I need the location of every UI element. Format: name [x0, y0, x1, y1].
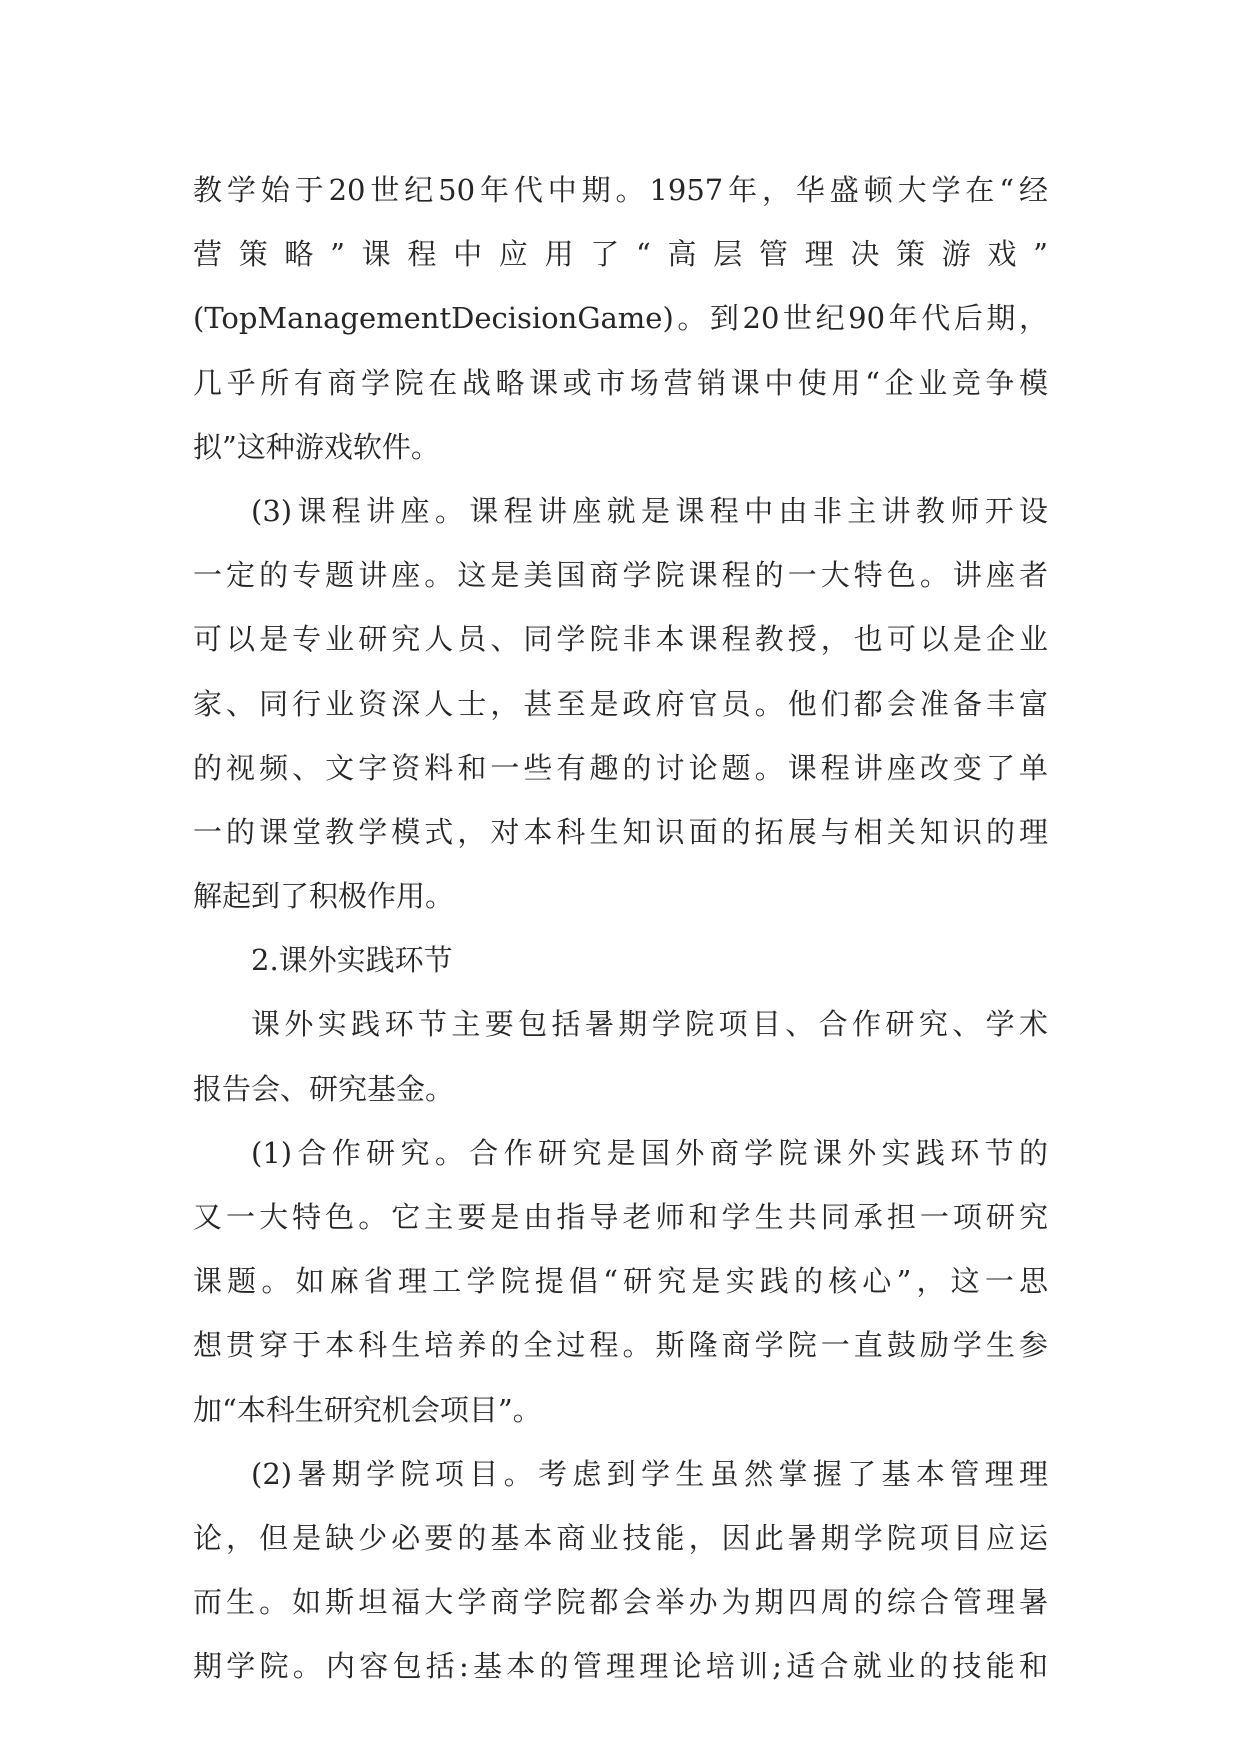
- text-line-18: 课题。如麻省理工学院提倡“研究是实践的核心”，这一思: [193, 1264, 1048, 1299]
- text-line-24: 期学院。内容包括:基本的管理理论培训;适合就业的技能和: [193, 1649, 1048, 1684]
- text-line-6: (3)课程讲座。课程讲座就是课程中由非主讲教师开设: [251, 493, 1048, 528]
- text-line-10: 的视频、文字资料和一些有趣的讨论题。课程讲座改变了单: [193, 750, 1048, 785]
- text-line-2: 营策略”课程中应用了“高层管理决策游戏”: [193, 237, 1048, 272]
- text-line-19: 想贯穿于本科生培养的全过程。斯隆商学院一直鼓励学生参: [193, 1328, 1048, 1363]
- text-line-22: 论，但是缺少必要的基本商业技能，因此暑期学院项目应运: [193, 1520, 1048, 1555]
- text-line-20: 加“本科生研究机会项目”。: [193, 1392, 542, 1427]
- section-heading: 2.课外实践环节: [251, 943, 453, 978]
- text-line-12: 解起到了积极作用。: [193, 879, 455, 914]
- text-line-17: 又一大特色。它主要是由指导老师和学生共同承担一项研究: [193, 1200, 1048, 1234]
- text-line-14: 课外实践环节主要包括暑期学院项目、合作研究、学术: [251, 1007, 1048, 1042]
- text-line-21: (2)暑期学院项目。考虑到学生虽然掌握了基本管理理: [251, 1456, 1048, 1491]
- text-line-5: 拟”这种游戏软件。: [193, 429, 440, 464]
- text-line-4: 几乎所有商学院在战略课或市场营销课中使用“企业竞争模: [193, 365, 1048, 400]
- text-line-23: 而生。如斯坦福大学商学院都会举办为期四周的综合管理暑: [193, 1585, 1048, 1620]
- text-line-9: 家、同行业资深人士，甚至是政府官员。他们都会准备丰富: [193, 686, 1048, 721]
- text-line-7: 一定的专题讲座。这是美国商学院课程的一大特色。讲座者: [193, 558, 1048, 593]
- text-line-16: (1)合作研究。合作研究是国外商学院课外实践环节的: [251, 1135, 1048, 1170]
- text-line-1: 教学始于20世纪50年代中期。1957年，华盛顿大学在“经: [193, 173, 1048, 207]
- body-text: [193, 158, 1048, 1699]
- text-line-11: 一的课堂教学模式，对本科生知识面的拓展与相关知识的理: [193, 814, 1048, 849]
- text-line-15: 报告会、研究基金。: [193, 1071, 455, 1106]
- text-line-3: (TopManagementDecisionGame)。到20世纪90年代后期，: [193, 301, 1048, 336]
- text-line-8: 可以是专业研究人员、同学院非本课程教授，也可以是企业: [193, 622, 1048, 657]
